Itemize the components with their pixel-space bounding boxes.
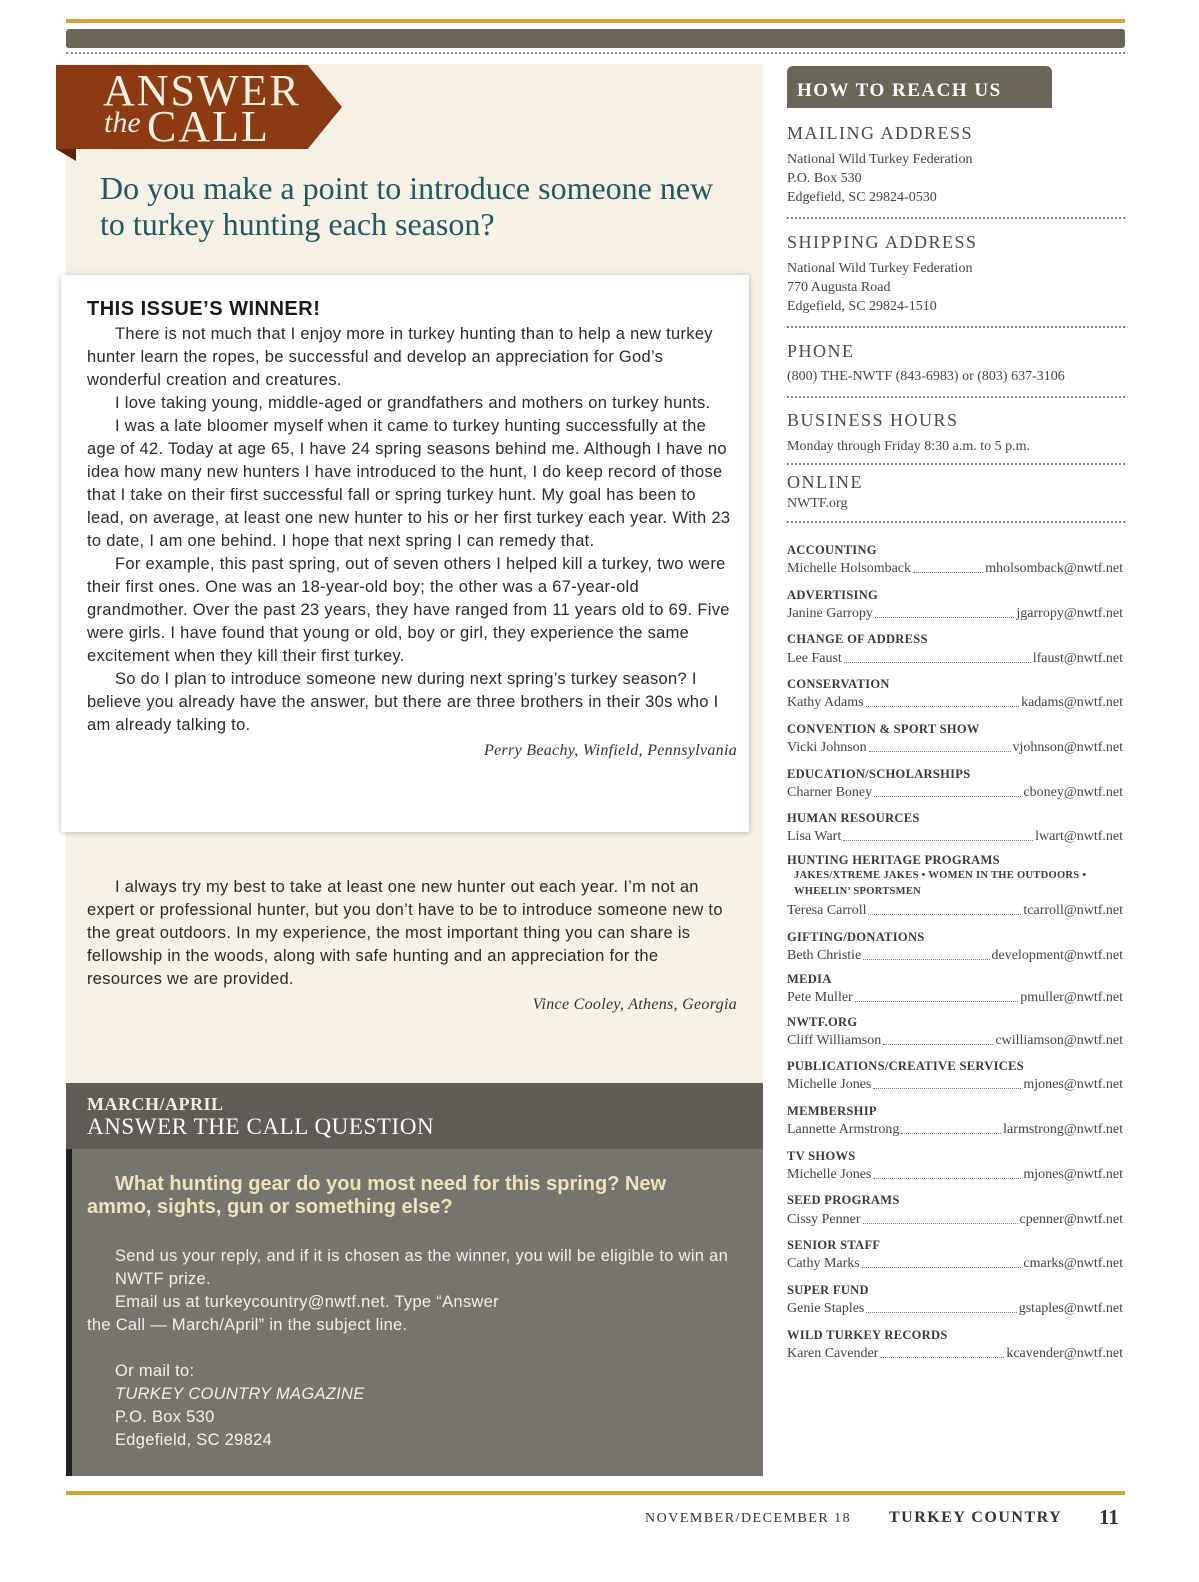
contact-name: Beth Christie	[787, 948, 862, 963]
bottom-gold-rule	[66, 1491, 1125, 1495]
footer-magazine: TURKEY COUNTRY	[889, 1509, 1063, 1526]
email-line-2: the Call — March/April” in the subject line.	[87, 1316, 408, 1334]
mailing-address-line: P.O. Box 530	[787, 171, 862, 186]
contact-email[interactable]: gstaples@nwtf.net	[1018, 1301, 1123, 1316]
dot-leader	[862, 1256, 1022, 1268]
online-heading: ONLINE	[787, 472, 863, 492]
send-reply-span: Send us your reply, and if it is chosen as the winner, you will be eligible to win an NWTF prize.	[115, 1247, 729, 1288]
dot-leader	[869, 740, 1011, 752]
contact-email[interactable]: development@nwtf.net	[991, 948, 1123, 963]
winner-paragraph: I love taking young, middle-aged or grandfathers and mothers on turkey hunts.	[115, 394, 711, 412]
department-heading: TV SHOWS	[787, 1149, 856, 1163]
banner-answer-text: ANSWER	[103, 66, 301, 115]
spacer	[87, 1337, 737, 1360]
department-heading: SEED PROGRAMS	[787, 1193, 900, 1207]
contact-email[interactable]: lwart@nwtf.net	[1035, 829, 1123, 844]
winner-paragraph: For example, this past spring, out of seven others I helped kill a turkey, two were their first ones. One was an 18-year-old boy; the other was a 67-year-old grandmother. Over the past 23 years, they have ranged from 11 years old to 69. Five were girls. I have found that young or old, boy or girl, they experience the same excitement when they kill their first turkey.	[87, 555, 730, 665]
contact-row	[787, 651, 1123, 667]
dot-leader	[843, 829, 1033, 841]
contact-email[interactable]: mjones@nwtf.net	[1023, 1167, 1123, 1182]
page-number: 11	[1099, 1505, 1119, 1529]
contact-name: Michelle Holsomback	[787, 561, 912, 576]
dot-leader	[913, 561, 983, 573]
second-signature: Vince Cooley, Athens, Georgia	[532, 996, 737, 1013]
business-hours-value: Monday through Friday 8:30 a.m. to 5 p.m.	[787, 439, 1031, 454]
department-heading: CONSERVATION	[787, 677, 890, 691]
top-gold-rule	[66, 19, 1125, 23]
department-subheading: WHEELIN’ SPORTSMEN	[794, 886, 922, 897]
business-hours-heading: BUSINESS HOURS	[787, 410, 959, 430]
contact-email[interactable]: mjones@nwtf.net	[1023, 1077, 1123, 1092]
contact-email[interactable]: cboney@nwtf.net	[1023, 785, 1123, 800]
contact-row	[787, 695, 1123, 711]
contact-row	[787, 948, 1123, 964]
next-question-instructions	[87, 1245, 737, 1452]
online-value: NWTF.org	[787, 496, 848, 511]
contact-name: Lisa Wart	[787, 829, 842, 844]
dot-leader	[868, 903, 1021, 915]
phone-value: (800) THE-NWTF (843-6983) or (803) 637-3106	[787, 369, 1065, 384]
dot-leader	[874, 785, 1021, 797]
send-reply-text	[87, 1245, 737, 1291]
winner-paragraph: So do I plan to introduce someone new during next spring’s turkey season? I believe you already have the answer, but there are three brothers in their 30s who I am already talking to.	[87, 670, 719, 734]
department-heading: NWTF.ORG	[787, 1015, 858, 1029]
department-subheading: JAKES/XTREME JAKES • WOMEN IN THE OUTDOORS •	[794, 870, 1087, 881]
contact-email[interactable]: kcavender@nwtf.net	[1006, 1346, 1123, 1361]
contact-row	[787, 740, 1123, 756]
contact-row	[787, 903, 1123, 919]
divider	[787, 217, 1125, 219]
contact-name: Kathy Adams	[787, 695, 864, 710]
shipping-address-heading: SHIPPING ADDRESS	[787, 232, 978, 252]
department-heading: SENIOR STAFF	[787, 1238, 881, 1252]
magazine-name: TURKEY COUNTRY MAGAZINE	[115, 1385, 365, 1403]
contact-row	[787, 561, 1123, 577]
dot-leader	[863, 1212, 1018, 1224]
mail-city: Edgefield, SC 29824	[115, 1431, 273, 1449]
next-question-text	[87, 1173, 727, 1219]
contact-name: Cathy Marks	[787, 1256, 860, 1271]
department-heading: ADVERTISING	[787, 588, 879, 602]
divider	[787, 326, 1125, 328]
contact-name: Karen Cavender	[787, 1346, 879, 1361]
phone-heading: PHONE	[787, 341, 855, 361]
department-heading: MEDIA	[787, 972, 832, 986]
contact-name: Janine Garropy	[787, 606, 873, 621]
dot-leader	[883, 1033, 993, 1045]
shipping-address-line: National Wild Turkey Federation	[787, 261, 973, 276]
contact-row	[787, 990, 1123, 1006]
contact-email[interactable]: lfaust@nwtf.net	[1032, 651, 1123, 666]
contact-email[interactable]: cpenner@nwtf.net	[1019, 1212, 1123, 1227]
contact-name: Michelle Jones	[787, 1077, 872, 1092]
winner-signature: Perry Beachy, Winfield, Pennsylvania	[484, 742, 737, 759]
contact-email[interactable]: tcarroll@nwtf.net	[1023, 903, 1123, 918]
contact-email[interactable]: pmuller@nwtf.net	[1020, 990, 1123, 1005]
contact-name: Lee Faust	[787, 651, 842, 666]
contact-row	[787, 1256, 1123, 1272]
mail-po-box: P.O. Box 530	[115, 1408, 215, 1426]
department-heading: WILD TURKEY RECORDS	[787, 1328, 948, 1342]
dot-leader	[866, 695, 1019, 707]
dot-leader	[863, 948, 989, 960]
divider	[787, 396, 1125, 398]
winner-paragraph: I was a late bloomer myself when it came to turkey hunting successfully at the age of 42. Today at age 65, I have 24 spring seasons behind me. Although I have no idea how many new hunters I have introduced to the hunt, I do keep record of those that I take on their first successful fall or spring turkey hunt. My goal has been to lead, on average, at least one new hunter to his or her first turkey each year. With 23 to date, I am one behind. I hope that next spring I can remedy that.	[87, 417, 731, 550]
next-question-subtitle: MARCH/APRIL	[87, 1094, 224, 1114]
contact-name: Lannette Armstrong	[787, 1122, 900, 1137]
contact-name: Cissy Penner	[787, 1212, 861, 1227]
dot-leader	[873, 1077, 1021, 1089]
top-gray-bar	[66, 29, 1125, 48]
department-heading: EDUCATION/SCHOLARSHIPS	[787, 767, 971, 781]
contact-row	[787, 1346, 1123, 1362]
contact-email[interactable]: cmarks@nwtf.net	[1023, 1256, 1123, 1271]
top-dotted-rule	[66, 52, 1125, 54]
mailing-address-line: Edgefield, SC 29824-0530	[787, 190, 937, 205]
department-heading: HUNTING HERITAGE PROGRAMS	[787, 853, 1000, 867]
banner-the-text: the	[104, 106, 141, 139]
contact-row	[787, 1212, 1123, 1228]
department-heading: CHANGE OF ADDRESS	[787, 632, 928, 646]
contact-row	[787, 1033, 1123, 1049]
department-heading: GIFTING/DONATIONS	[787, 930, 925, 944]
department-heading: HUMAN RESOURCES	[787, 811, 920, 825]
dot-leader	[901, 1122, 1001, 1134]
dot-leader	[880, 1346, 1004, 1358]
contact-row	[787, 1167, 1123, 1183]
winner-letter	[87, 323, 737, 762]
winner-title: THIS ISSUE’S WINNER!	[87, 298, 321, 320]
contact-name: Teresa Carroll	[787, 903, 867, 918]
mailing-address-line: National Wild Turkey Federation	[787, 152, 973, 167]
contact-row	[787, 606, 1123, 622]
shipping-address-line: 770 Augusta Road	[787, 280, 891, 295]
dot-leader	[875, 606, 1014, 618]
contact-name: Charner Boney	[787, 785, 873, 800]
contact-row	[787, 1077, 1123, 1093]
next-question-title: ANSWER THE CALL QUESTION	[87, 1114, 435, 1139]
contact-email[interactable]: larmstrong@nwtf.net	[1003, 1122, 1123, 1137]
contact-email[interactable]: mholsomback@nwtf.net	[985, 561, 1123, 576]
department-heading: MEMBERSHIP	[787, 1104, 877, 1118]
contact-name: Michelle Jones	[787, 1167, 872, 1182]
department-heading: CONVENTION & SPORT SHOW	[787, 722, 980, 736]
contact-name: Pete Muller	[787, 990, 853, 1005]
banner-call-text: CALL	[147, 102, 270, 151]
dot-leader	[866, 1301, 1016, 1313]
contact-email[interactable]: kadams@nwtf.net	[1021, 695, 1123, 710]
department-heading: PUBLICATIONS/CREATIVE SERVICES	[787, 1059, 1024, 1073]
contact-email[interactable]: vjohnson@nwtf.net	[1012, 740, 1123, 755]
contact-email[interactable]: cwilliamson@nwtf.net	[995, 1033, 1123, 1048]
how-to-reach-us-title: HOW TO REACH US	[797, 80, 1002, 101]
dot-leader	[855, 990, 1019, 1002]
shipping-address-line: Edgefield, SC 29824-1510	[787, 299, 937, 314]
email-line-1: Email us at turkeycountry@nwtf.net. Type “Answer	[115, 1293, 499, 1311]
next-question-line: What hunting gear do you most need for this spring? New ammo, sights, gun or something else?	[87, 1173, 667, 1218]
contact-name: Cliff Williamson	[787, 1033, 882, 1048]
divider	[787, 521, 1125, 523]
divider	[787, 463, 1125, 465]
contact-row	[787, 829, 1123, 845]
mail-to-label: Or mail to:	[115, 1362, 195, 1380]
footer-issue: NOVEMBER/DECEMBER 18	[645, 1511, 852, 1526]
contact-row	[787, 1301, 1123, 1317]
contact-name: Vicki Johnson	[787, 740, 867, 755]
contact-email[interactable]: jgarropy@nwtf.net	[1016, 606, 1123, 621]
dot-leader	[844, 651, 1031, 663]
mailing-address-heading: MAILING ADDRESS	[787, 123, 974, 143]
department-heading: ACCOUNTING	[787, 543, 877, 557]
contact-row	[787, 785, 1123, 801]
featured-question: Do you make a point to introduce someone new to turkey hunting each season?	[100, 170, 714, 242]
contact-row	[787, 1122, 1123, 1138]
dot-leader	[873, 1167, 1021, 1179]
second-paragraph: I always try my best to take at least one new hunter out each year. I’m not an expert or professional hunter, but you don’t have to be to introduce someone new to the great outdoors. In my experience, the most important thing you can share is fellowship in the woods, along with safe hunting and an appreciation for the resources we are provided.	[87, 878, 723, 988]
department-heading: SUPER FUND	[787, 1283, 869, 1297]
second-letter	[87, 876, 737, 1016]
winner-paragraph: There is not much that I enjoy more in turkey hunting than to help a new turkey hunter learn the ropes, be successful and develop an appreciation for God’s wonderful creation and creatures.	[87, 325, 713, 389]
contact-name: Genie Staples	[787, 1301, 865, 1316]
